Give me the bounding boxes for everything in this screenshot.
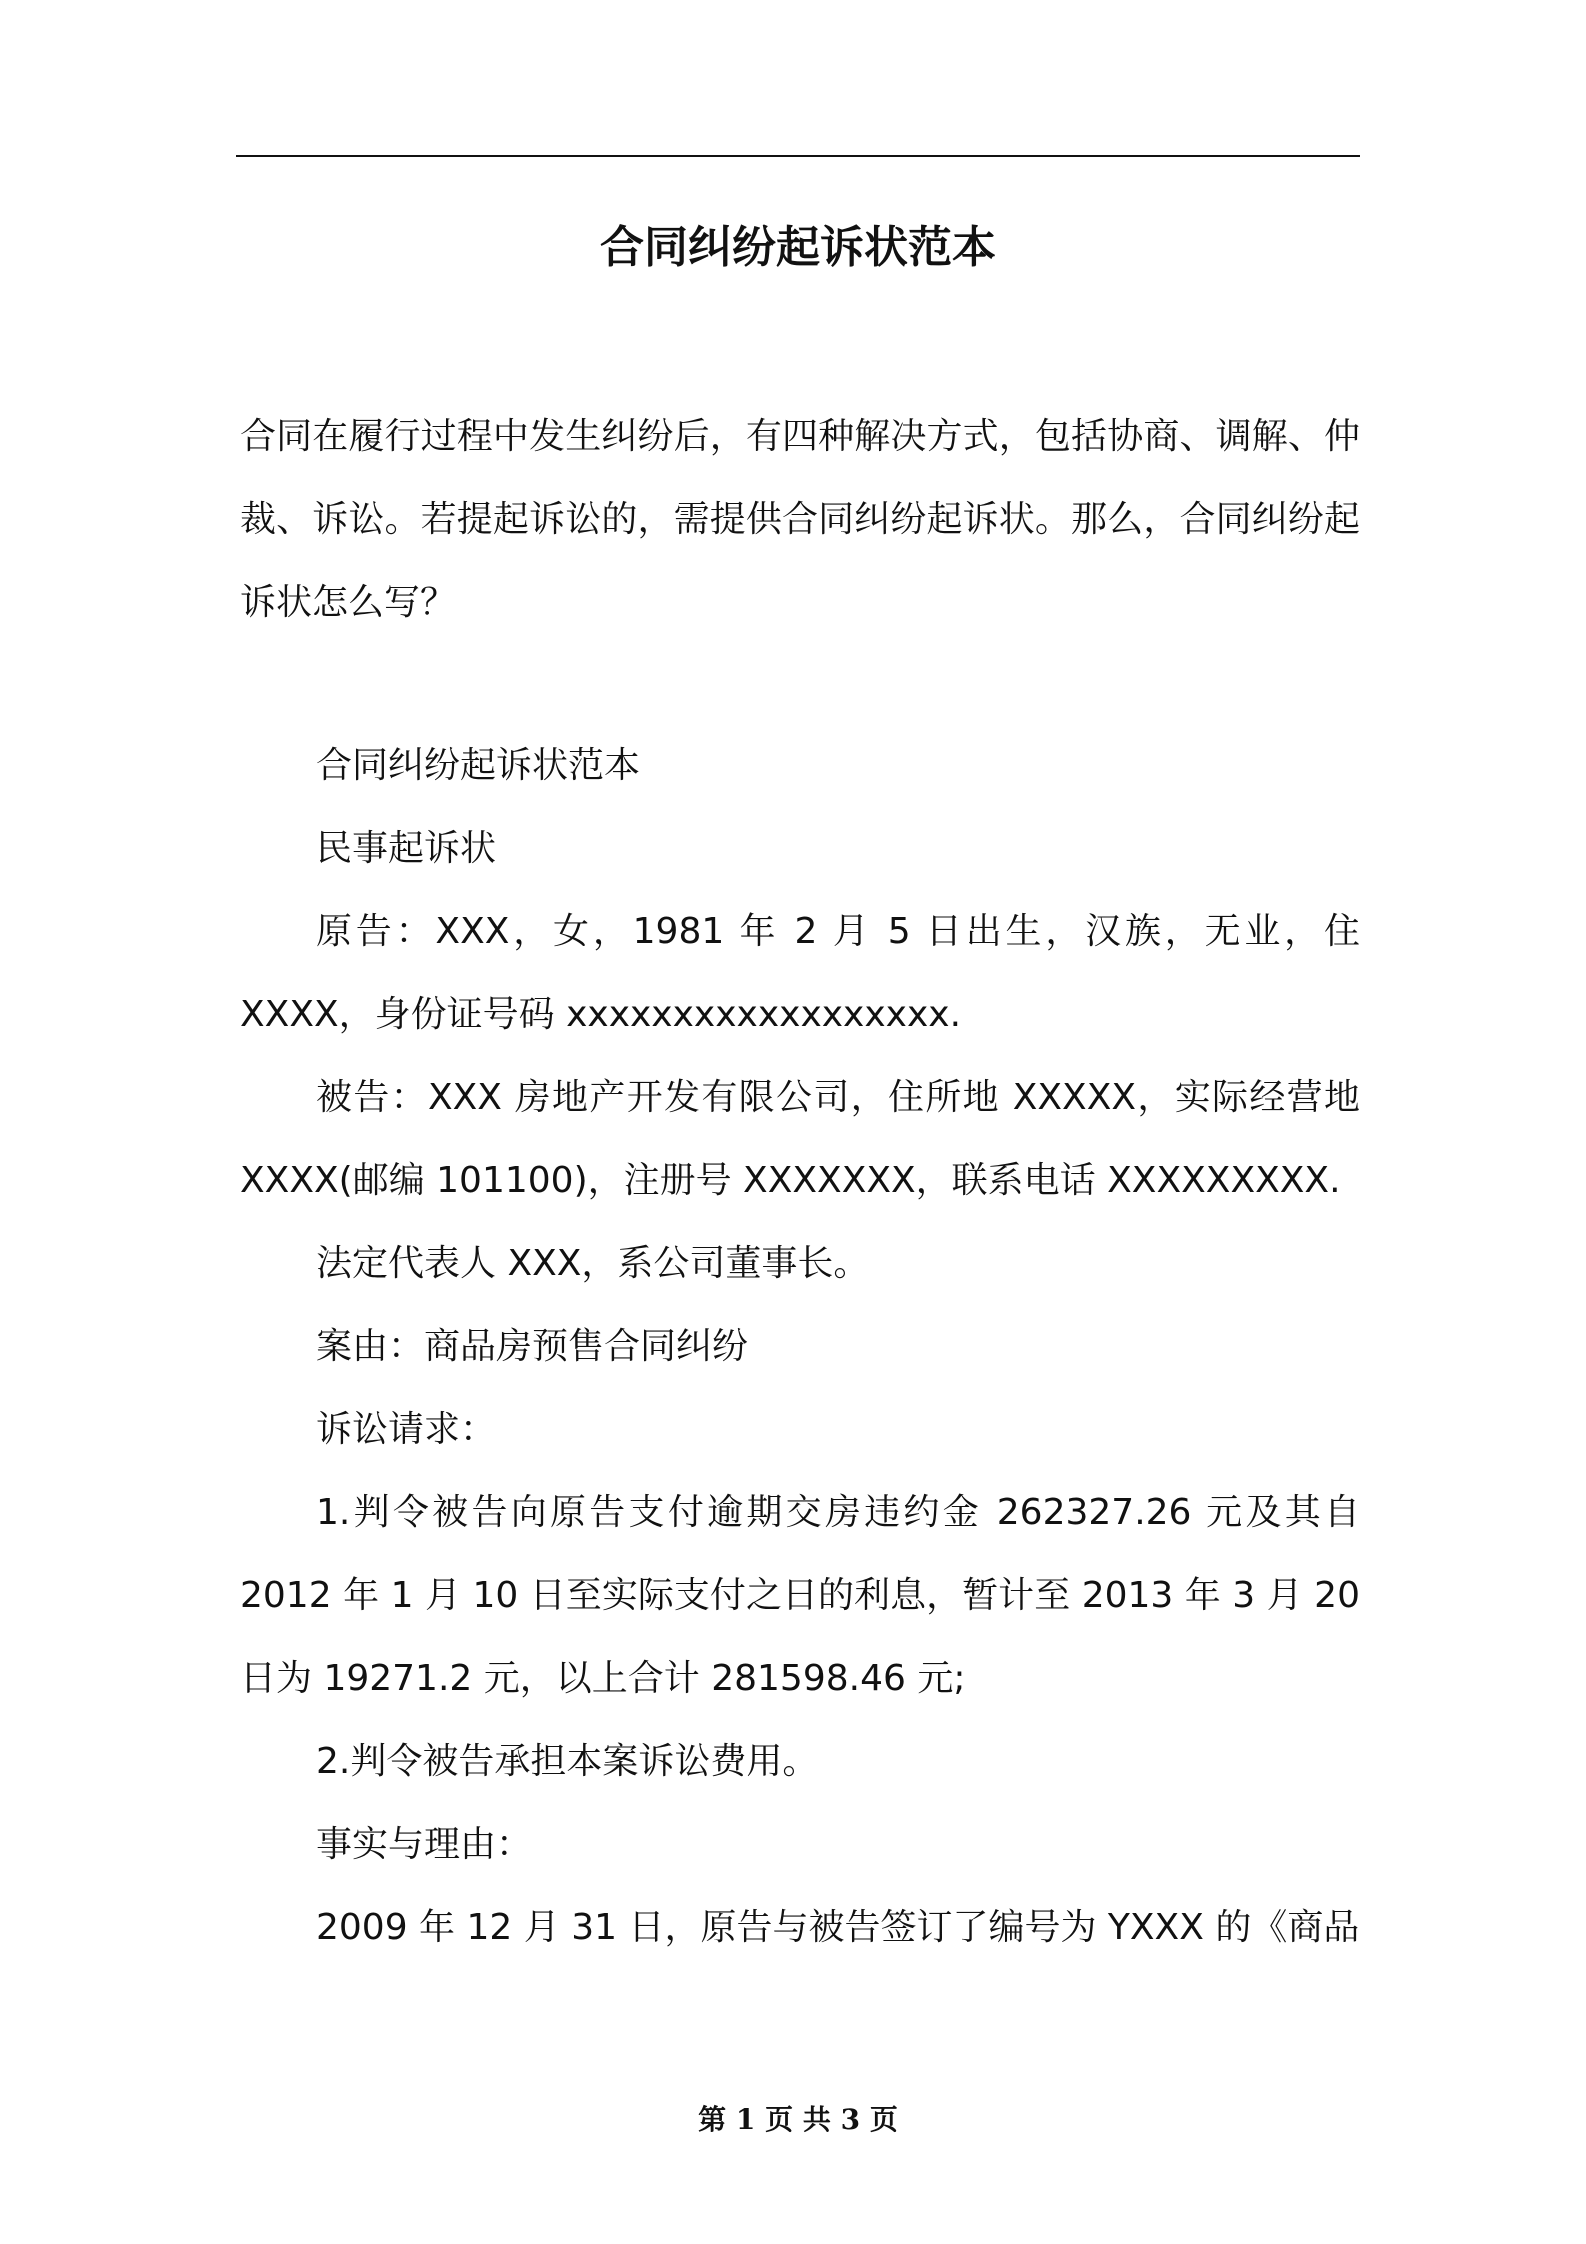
facts-heading: 事实与理由： [316, 1824, 533, 1865]
facts-paragraph: 2009 年 12 月 31 日，原告与被告签订了编号为 YXXX 的《商品 [316, 1907, 1360, 1948]
legal-representative-paragraph: 法定代表人 XXX，系公司董事长。 [316, 1243, 870, 1284]
document-body [240, 395, 1360, 1969]
header-rule [236, 155, 1360, 157]
cause-of-action-paragraph: 案由：商品房预售合同纠纷 [316, 1326, 749, 1367]
plaintiff-paragraph: 原告：XXX，女，1981 年 2 月 5 日出生，汉族，无业，住 XXXX，身份证号码 xxxxxxxxxxxxxxxxxx. [240, 911, 1360, 1035]
claims-heading: 诉讼请求： [316, 1409, 497, 1450]
intro-paragraph: 合同在履行过程中发生纠纷后，有四种解决方式，包括协商、调解、仲裁、诉讼。若提起诉讼的，需提供合同纠纷起诉状。那么，合同纠纷起诉状怎么写？ [240, 416, 1360, 623]
defendant-paragraph: 被告：XXX 房地产开发有限公司，住所地 XXXXX，实际经营地 XXXX(邮编 101100)，注册号 XXXXXXX，联系电话 XXXXXXXXX. [240, 1077, 1360, 1201]
page-footer: 第 1 页 共 3 页 [698, 2103, 898, 2136]
document-title: 合同纠纷起诉状范本 [600, 222, 996, 273]
complaint-heading: 民事起诉状 [316, 828, 497, 869]
claim-item-2: 2.判令被告承担本案诉讼费用。 [316, 1741, 819, 1782]
section-title: 合同纠纷起诉状范本 [316, 745, 641, 786]
claim-item-1: 1.判令被告向原告支付逾期交房违约金 262327.26 元及其自 2012 年 1 月 10 日至实际支付之日的利息，暂计至 2013 年 3 月 20 日为 19271.2 元，以上合计 281598.46 元; [240, 1492, 1360, 1699]
